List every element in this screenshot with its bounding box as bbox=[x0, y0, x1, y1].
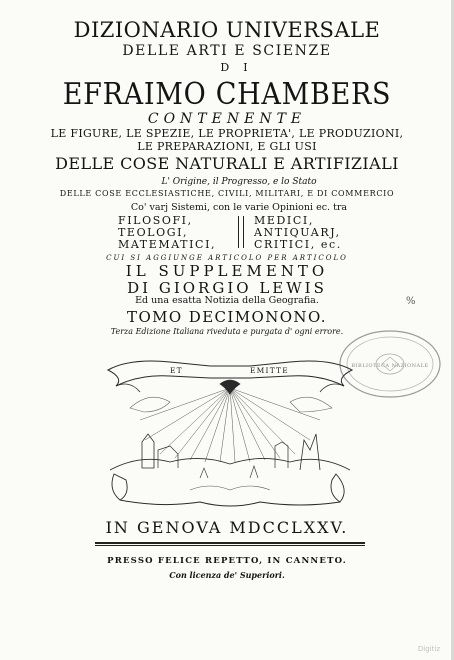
printer-line: PRESSO FELICE REPETTO, IN CANNETO. bbox=[107, 556, 347, 566]
notizia-line: Ed una esatta Notizia della Geografia. bbox=[135, 295, 319, 306]
double-rule-top bbox=[95, 542, 365, 544]
scholars-right bbox=[254, 215, 342, 251]
scholar-entry: CRITICI, ec. bbox=[254, 238, 342, 251]
origin-line: L' Origine, il Progresso, e lo Stato bbox=[161, 177, 317, 187]
edition-line: Terza Edizione Italiana riveduta e purgata d' ogni errore. bbox=[110, 327, 344, 336]
scholar-entry: ANTIQUARJ, bbox=[254, 226, 341, 239]
scholar-entry: FILOSOFI, bbox=[118, 214, 193, 227]
banner-word-left: ET bbox=[170, 366, 183, 375]
supplemento-line: IL SUPPLEMENTO bbox=[125, 262, 329, 280]
scholars-columns bbox=[118, 215, 348, 251]
title-line-2: DELLE ARTI E SCIENZE bbox=[122, 43, 332, 59]
column-divider bbox=[238, 216, 244, 248]
imprint-place: IN GENOVA MDCCLXXV. bbox=[105, 518, 349, 537]
scholars-left bbox=[118, 215, 216, 251]
scholar-entry: TEOLOGI, bbox=[118, 226, 189, 239]
figures-line-1: LE FIGURE, LE SPEZIE, LE PROPRIETA', LE PRODUZIONI, bbox=[50, 127, 404, 140]
author-name: EFRAIMO CHAMBERS bbox=[62, 77, 392, 112]
aggiunge-line: CUI SI AGGIUNGE ARTICOLO PER ARTICOLO bbox=[106, 254, 348, 262]
licence-line: Con licenza de' Superiori. bbox=[169, 570, 285, 580]
volume-line: TOMO DECIMONONO. bbox=[127, 308, 327, 326]
cose-line: DELLE COSE ECCLESIASTICHE, CIVILI, MILITARI, E DI COMMERCIO bbox=[59, 189, 395, 198]
margin-mark: % bbox=[406, 296, 416, 307]
natural-line: DELLE COSE NATURALI E ARTIFIZIALI bbox=[55, 154, 399, 173]
scholar-entry: MATEMATICI, bbox=[118, 238, 217, 251]
sistemi-line: Co' varj Sistemi, con le varie Opinioni ec. tra bbox=[130, 202, 348, 213]
lewis-line: DI GIORGIO LEWIS bbox=[127, 279, 327, 297]
figures-line-2: LE PREPARAZIONI, E GLI USI bbox=[137, 140, 317, 153]
stamp-text: BIBLIOTECA NAZIONALE bbox=[351, 363, 429, 369]
banner-word-right: EMITTE bbox=[250, 366, 289, 375]
digitization-watermark: Digitiz bbox=[417, 645, 440, 653]
contenente-line: CONTENENTE bbox=[147, 111, 307, 127]
double-rule-bottom bbox=[95, 545, 365, 546]
title-line-3: DI bbox=[220, 61, 262, 74]
engraved-vignette bbox=[100, 350, 360, 512]
title-line-1: DIZIONARIO UNIVERSALE bbox=[73, 18, 381, 42]
scholar-entry: MEDICI, bbox=[254, 214, 314, 227]
